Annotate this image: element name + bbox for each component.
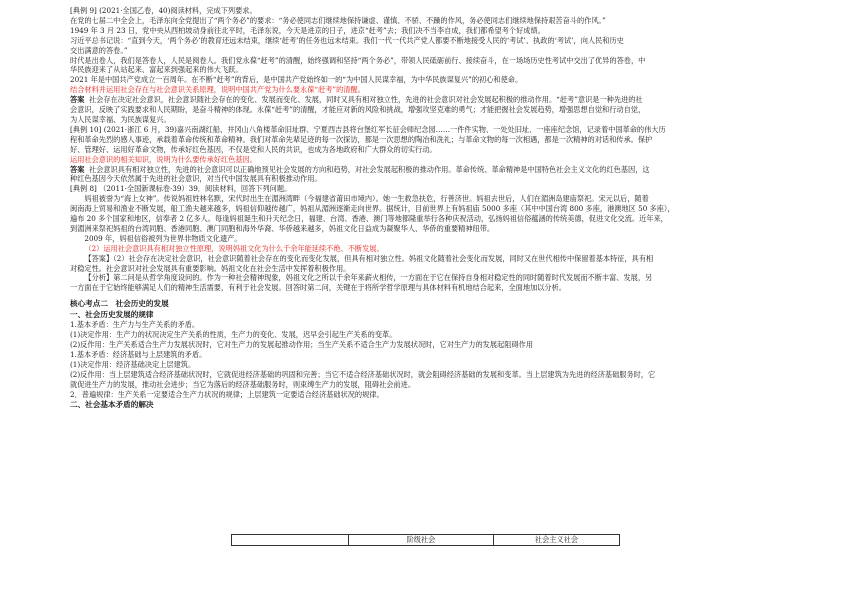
list-item: (2)反作用：生产关系适合生产力发展状况时，它对生产力的发展起推动作用；当生产关系不适合生产力发展状况时，它对生产力的发展起阻碍作用 [70, 340, 534, 350]
material-paragraph: 1949 年 3 月 23 日，党中央从西柏坡动身前往北平时，毛泽东说，今天是进京的日子，进京“赶考”去；我们决不当李自成，我们都希望考个好成绩。 [70, 25, 545, 35]
answer-text: （2）社会存在决定社会意识，社会意识随着社会存在的变化而变化发展，但具有相对独立性。妈祖文化随着社会变化而发展，同时又在世代相传中保留着基本特征，具有相 [113, 253, 654, 263]
list-item: (1)决定作用：生产力的状况决定生产关系的性质，生产力的变化、发展，迟早会引起生产关系的变革。 [70, 330, 397, 340]
section-heading: 一、社会历史发展的规律 [70, 309, 154, 319]
table-row [232, 535, 620, 546]
question-text: 运用社会意识的相关知识，说明为什么要传承好红色基因。 [70, 154, 257, 164]
answer-text: 会意识，反映了实践要求和人民期盼，是奋斗精神的体现。永葆“赶考”的清醒，才能应对新的风险和挑战，增强攻坚克难的勇气；才能把握社会发展趋势，增强思想自觉和行动自觉， [70, 105, 646, 115]
material-paragraph: 程和革命先烈的感人事迹，承载着革命传统和革命精神。我们对革命先辈足迹的每一次探访，都是一次思想的陶冶和洗礼；与革命文物的每一次相遇，都是一次精神的对话和传承。保护 [70, 134, 653, 144]
section-heading: 二、社会基本矛盾的解决 [70, 399, 154, 409]
list-item: 1.基本矛盾：生产力与生产关系的矛盾。 [70, 320, 200, 330]
answer-text: 为人民谋幸福、为民族谋复兴。 [70, 114, 171, 124]
list-item: 2．普遍规律：生产关系一定要适合生产力状况的规律；上层建筑一定要适合经济基础状况的规律。 [70, 389, 384, 399]
question-text: （2）运用社会意识具有相对独立性原理，说明妈祖文化为什么千余年能延续不绝、不断发展。 [84, 243, 384, 253]
answer-text: 社会存在决定社会意识，社会意识随社会存在的变化、发展而变化、发展，同时又具有相对独立性，先进的社会意识对社会发展起积极的推动作用。“赶考”意识是一种先进的社 [88, 95, 643, 105]
material-paragraph: 妈祖被誉为“海上女神”。传说妈祖姓林名默，宋代时出生在湄洲湾畔（今福建省莆田市境内）。她一生救急扶危，行善济世。妈祖去世后，人们在湄洲岛建庙祭祀。宋元以后，随着 [84, 194, 649, 204]
material-paragraph: 2021 年是中国共产党成立一百周年。在不断“赶考”的背后，是中国共产党始终如一的“为中国人民谋幸福，为中华民族谋复兴”的初心和使命。 [70, 75, 523, 85]
analysis-text: 一方面在于它始终能够满足人们的精神生活需要，有利于社会发展。回答时第二问，关键在于将所学哲学原理与具体材料有机地结合起来，全面地加以分析。 [70, 283, 566, 293]
answer-text: 社会意识具有相对独立性，先进的社会意识可以正确地预见社会发展的方向和趋势，对社会发展起积极的推动作用。革命传统、革命精神是中国特色社会主义文化的红色基因，这 [88, 164, 650, 174]
question-text: 结合材料并运用社会存在与社会意识关系原理，说明中国共产党为什么要永葆“赶考”的清醒。 [70, 85, 365, 95]
material-paragraph: 在党的七届二中全会上，毛泽东向全党提出了“两个务必”的要求：“务必使同志们继续地保持谦虚、谨慎、不骄、不躁的作风，务必使同志们继续地保持艰苦奋斗的作风。” [70, 15, 606, 25]
answer-text: 对稳定性。社会意识对社会发展具有重要影响。妈祖文化在社会生活中发挥着积极作用。 [70, 263, 351, 273]
document-page [70, 6, 800, 410]
material-paragraph: 遍布 20 多个国家和地区，信奉者 2 亿多人。每逢妈祖诞生和升天纪念日，福建、台湾、香港、澳门等地都隆重举行各种庆祝活动，弘扬妈祖信俗蕴涵的传统美德，促进文化交流。近年来， [70, 214, 668, 224]
material-paragraph: 交出满意的答卷。” [70, 45, 128, 55]
answer-label: 【答案】 [84, 253, 114, 263]
contradiction-table [231, 534, 620, 546]
answer-label: 答案 [70, 164, 85, 174]
list-item: 就促进生产力的发展，推动社会进步；当它为落后的经济基础服务时，则束缚生产力的发展，阻碍社会前进。 [70, 379, 416, 389]
list-item: 1.基本矛盾：经济基础与上层建筑的矛盾。 [70, 350, 207, 359]
material-paragraph: 华民族迎来了从站起来、富起来到强起来的伟大飞跃。 [70, 65, 243, 75]
answer-label: 答案 [70, 95, 85, 105]
table-header-cell [232, 535, 349, 546]
analysis-text: 第二问是从哲学角度设问的。作为一种社会精神现象，妈祖文化之所以千余年来薪火相传，一方面在于它在保持自身相对稳定性的同时随着时代发展而不断丰富、发展，另 [113, 273, 653, 283]
list-item: (1)决定作用：经济基础决定上层建筑。 [70, 359, 196, 369]
list-item: (2)反作用：当上层建筑适合经济基础状况时，它就促进经济基础的巩固和完善；当它不适合经济基础状况时，就会阻碍经济基础的发展和变革。当上层建筑为先进的经济基础服务时，它 [70, 369, 656, 379]
answer-text: 种红色基因今天依然属于先进的社会意识，对当代中国发展具有积极推动作用。 [70, 174, 322, 184]
material-paragraph: 闽南海上贸易和渔业不断发展，船工渔夫越来越多，妈祖信仰越传越广，妈祖从湄洲逐渐走向世界。据统计，目前世界上有妈祖庙 5000 多座（其中中国台湾 800 多座，港澳地区 50 多座）， [70, 204, 675, 214]
example-10-title: [典例 10] (2021·浙江 6 月，39)嘉兴南湖红船、井冈山八角楼革命旧址群、宁夏西吉县将台堡红军长征会师纪念园……一件件实物、一处处旧址、一座座纪念馆，记录着中国革命的伟大历 [70, 124, 666, 134]
material-paragraph: 好、管理好、运用好革命文物，传承好红色基因，不仅是党和人民的共识，也成为各地政府和广大群众的切实行动。 [70, 144, 437, 154]
material-paragraph: 习近平总书记说：“直到今天，‘两个务必’的教育还远未结束，继续‘赶考’的任务也远未结束。我们一代一代共产党人都要不断地接受人民的‘考试’、执政的‘考试’，向人民和历史 [70, 35, 624, 45]
table-header-cell: 阶级社会 [349, 535, 494, 546]
core-topic-title: 核心考点二 社会历史的发展 [70, 299, 169, 309]
example-8-title: [典例 8] （2011·全国新课标卷·39）39．阅读材料，回答下列问题。 [70, 184, 292, 194]
example-9-title: [典例 9] (2021·全国乙卷，40)阅读材料，完成下列要求。 [70, 6, 257, 15]
material-paragraph: 2009 年，妈祖信俗被列为世界非物质文化遗产。 [84, 233, 242, 243]
analysis-label: 【分析】 [84, 273, 114, 283]
material-paragraph: 到湄洲来祭祀妈祖的台湾同胞、香港同胞、澳门同胞和海外华裔、华侨越来越多，妈祖文化日益成为凝聚华人、华侨的重要精神纽带。 [70, 223, 495, 233]
material-paragraph: 时代是出卷人，我们是答卷人，人民是阅卷人。我们党永葆“赶考”的清醒，始终强调和坚持“两个务必”，带领人民砥砺前行、接续奋斗，在一场场历史性考试中交出了优异的答卷，中 [70, 55, 646, 65]
table-header-cell: 社会主义社会 [494, 535, 620, 546]
